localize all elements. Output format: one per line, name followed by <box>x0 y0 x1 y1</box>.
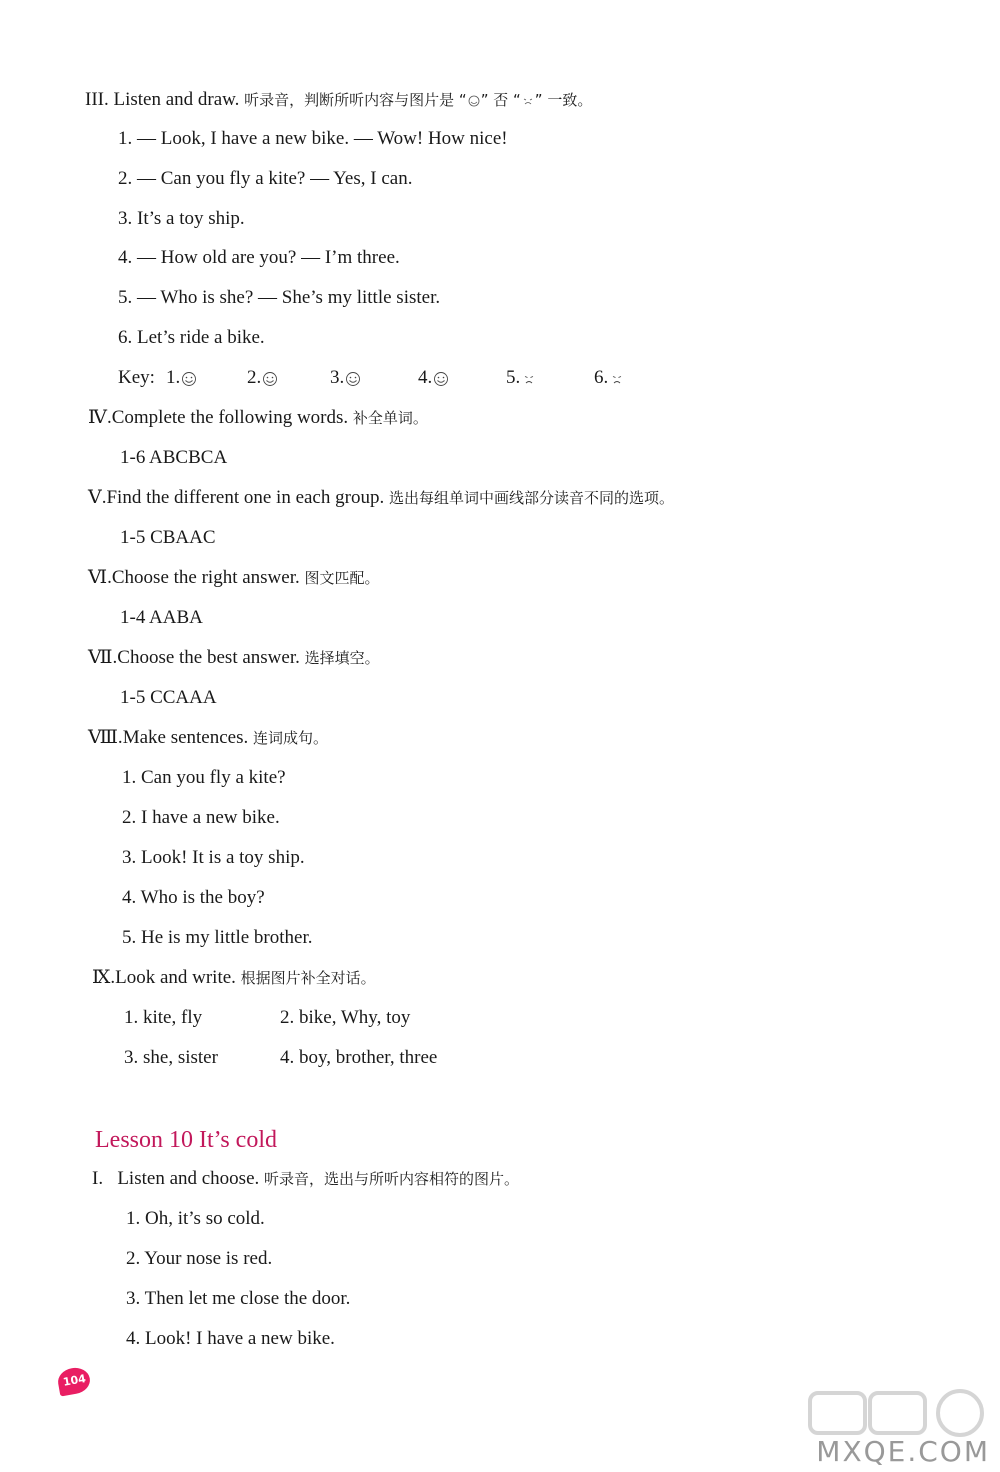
section-4-answer: 1-6 ABCBCA <box>120 447 228 468</box>
key-item-4: 4. <box>418 366 450 390</box>
s3-item-4: 4. — How old are you? — I’m three. <box>118 247 400 268</box>
smile-face-icon <box>180 371 198 387</box>
section-6-heading <box>88 566 380 590</box>
smile-face-icon <box>261 371 279 387</box>
lesson-item-4: 4. Look! I have a new bike. <box>126 1328 335 1349</box>
section-6-instruction: 图文匹配。 <box>304 569 380 587</box>
watermark-text: MXQE.COM <box>816 1435 990 1468</box>
key-label: Key: <box>118 367 155 388</box>
section-3-instruction-mid: ” 否 “ <box>480 91 521 109</box>
lesson-item-3: 3. Then let me close the door. <box>126 1288 351 1309</box>
s9-item-1: 1. kite, fly <box>124 1007 203 1028</box>
section-7-title: Choose the best answer. <box>117 647 300 668</box>
s3-item-5: 5. — Who is she? — She’s my little sister. <box>118 287 441 308</box>
section-3-title: Listen and draw. <box>113 89 240 110</box>
section-5-heading <box>88 486 674 510</box>
sad-face-icon <box>521 95 535 107</box>
s9-item-4: 4. boy, brother, three <box>280 1047 438 1068</box>
smile-face-icon <box>467 95 481 107</box>
s8-item-3: 3. Look! It is a toy ship. <box>122 847 305 868</box>
s3-item-6: 6. Let’s ride a bike. <box>118 327 265 348</box>
key-item-6: 6. <box>594 366 626 390</box>
section-5-number: Ⅴ. <box>88 487 107 508</box>
section-9-instruction: 根据图片补全对话。 <box>240 969 376 987</box>
section-6-answer: 1-4 AABA <box>120 607 203 628</box>
section-8-title: Make sentences. <box>122 727 249 748</box>
s9-item-3: 3. she, sister <box>124 1047 218 1068</box>
s3-item-1: 1. — Look, I have a new bike. — Wow! How nice! <box>118 128 508 149</box>
s8-item-2: 2. I have a new bike. <box>122 807 280 828</box>
s3-key-row <box>118 366 678 390</box>
sad-face-icon <box>608 371 626 387</box>
s8-item-1: 1. Can you fly a kite? <box>122 767 286 788</box>
section-9-number: Ⅸ. <box>92 967 116 988</box>
s8-item-5: 5. He is my little brother. <box>122 927 313 948</box>
s8-item-4: 4. Who is the boy? <box>122 887 265 908</box>
key-item-5: 5. <box>506 366 538 390</box>
section-5-title: Find the different one in each group. <box>106 487 385 508</box>
section-4-heading <box>88 406 428 430</box>
section-3-number: III <box>85 89 104 110</box>
section-9-heading <box>92 966 376 990</box>
page-number-badge <box>56 1365 92 1396</box>
section-5-answer: 1-5 CBAAC <box>120 527 216 548</box>
smile-face-icon <box>344 371 362 387</box>
section-3-instruction-end: ” 一致。 <box>534 91 593 109</box>
section-9-title: Look and write. <box>115 967 236 988</box>
section-8-heading <box>88 726 328 750</box>
lesson-section-1-instruction: 听录音，选出与所听内容相符的图片。 <box>264 1170 520 1188</box>
section-8-number: Ⅷ. <box>88 727 123 748</box>
section-5-instruction: 选出每组单词中画线部分读音不同的选项。 <box>388 489 674 507</box>
lesson-section-1-number: I. <box>92 1168 104 1189</box>
section-6-number: Ⅵ. <box>88 567 112 588</box>
key-item-1: 1. <box>166 366 198 390</box>
section-4-title: Complete the following words. <box>111 407 349 428</box>
section-7-answer: 1-5 CCAAA <box>120 687 217 708</box>
section-4-number: Ⅳ. <box>88 407 112 428</box>
s3-item-2: 2. — Can you fly a kite? — Yes, I can. <box>118 168 413 189</box>
s9-item-2: 2. bike, Why, toy <box>280 1007 411 1028</box>
lesson-section-1-title: Listen and choose. <box>117 1168 260 1189</box>
key-item-2: 2. <box>247 366 279 390</box>
section-7-instruction: 选择填空。 <box>304 649 380 667</box>
section-4-instruction: 补全单词。 <box>352 409 428 427</box>
key-item-3: 3. <box>330 366 362 390</box>
section-3-heading: III. Listen and draw. 听录音，判断所听内容与图片是 “ ” 否 “ ” 一致。 <box>85 89 593 110</box>
lesson-title: Lesson 10 It’s cold <box>95 1127 277 1153</box>
lesson-item-1: 1. Oh, it’s so cold. <box>126 1208 265 1229</box>
smile-face-icon <box>432 371 450 387</box>
lesson-section-1-heading <box>92 1167 519 1191</box>
page-number: 104 <box>61 1372 87 1389</box>
sad-face-icon <box>520 371 538 387</box>
s3-item-3: 3. It’s a toy ship. <box>118 208 245 229</box>
section-3-instruction: 听录音，判断所听内容与图片是 “ <box>244 91 467 109</box>
section-8-instruction: 连词成句。 <box>253 729 329 747</box>
section-7-heading <box>88 646 380 670</box>
section-6-title: Choose the right answer. <box>111 567 300 588</box>
section-7-number: Ⅶ. <box>88 647 118 668</box>
lesson-item-2: 2. Your nose is red. <box>126 1248 273 1269</box>
